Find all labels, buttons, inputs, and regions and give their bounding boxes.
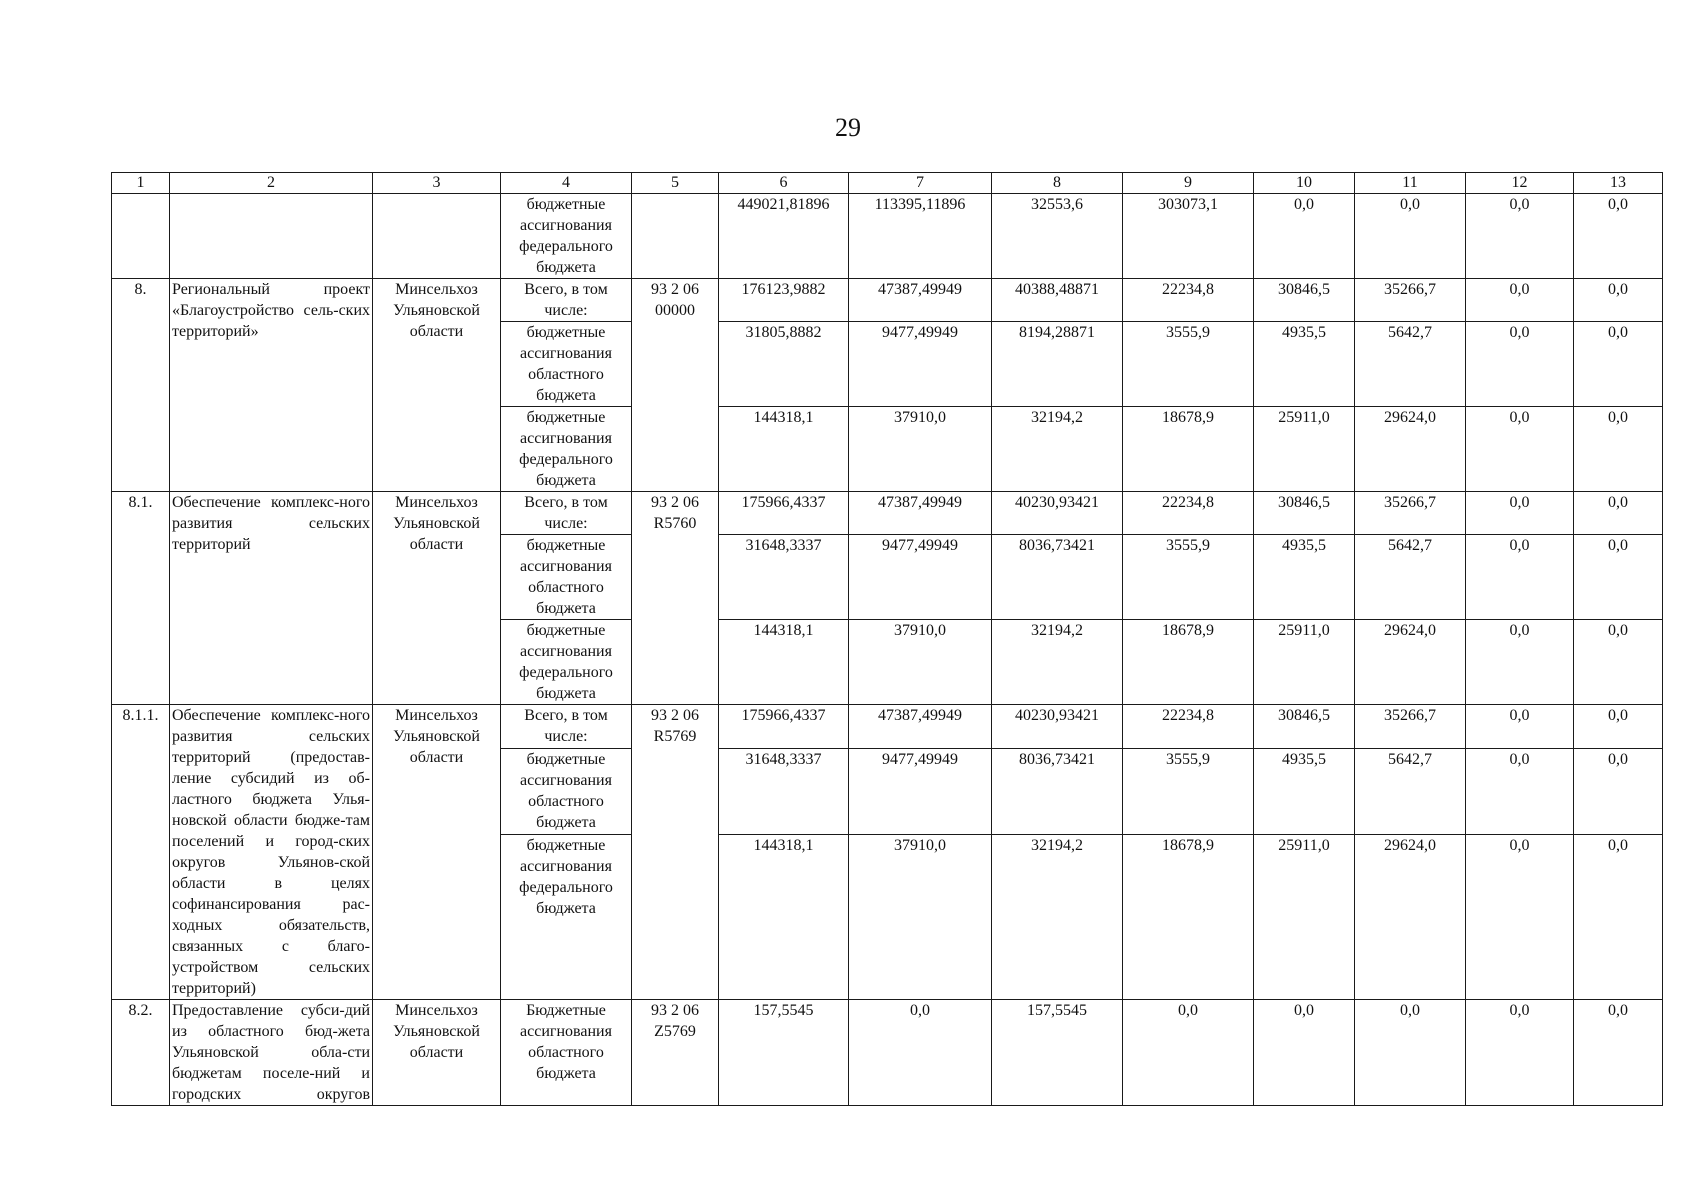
- amount-cell: 0,0: [1466, 705, 1574, 749]
- amount-cell: 0,0: [1574, 279, 1663, 322]
- amount-cell: 0,0: [1574, 705, 1663, 749]
- column-header: 7: [849, 173, 992, 194]
- amount-cell: 25911,0: [1254, 835, 1355, 1000]
- budget-code: 93 2 06 Z5769: [632, 1000, 719, 1106]
- amount-cell: 0,0: [1466, 835, 1574, 1000]
- amount-cell: 0,0: [1466, 492, 1574, 535]
- amount-cell: 22234,8: [1123, 705, 1254, 749]
- responsible-executor: Минсельхоз Ульяновской области: [373, 705, 501, 1000]
- budget-code: 93 2 06 R5769: [632, 705, 719, 1000]
- amount-cell: 0,0: [1466, 620, 1574, 705]
- amount-cell: 47387,49949: [849, 492, 992, 535]
- amount-cell: 0,0: [1574, 835, 1663, 1000]
- amount-cell: 47387,49949: [849, 279, 992, 322]
- amount-cell: 32194,2: [992, 835, 1123, 1000]
- row-number: [112, 194, 170, 279]
- funding-source: Всего, в том числе:: [501, 279, 632, 322]
- budget-table: [111, 172, 1663, 1106]
- amount-cell: 5642,7: [1355, 748, 1466, 834]
- amount-cell: 175966,4337: [719, 492, 849, 535]
- row-number: 8.1.: [112, 492, 170, 705]
- amount-cell: 0,0: [1466, 407, 1574, 492]
- amount-cell: 144318,1: [719, 620, 849, 705]
- budget-code: 93 2 06 00000: [632, 279, 719, 492]
- amount-cell: 5642,7: [1355, 322, 1466, 407]
- responsible-executor: [373, 194, 501, 279]
- row-number: 8.1.1.: [112, 705, 170, 1000]
- amount-cell: 0,0: [1466, 535, 1574, 620]
- amount-cell: 8036,73421: [992, 535, 1123, 620]
- amount-cell: 29624,0: [1355, 835, 1466, 1000]
- amount-cell: 113395,11896: [849, 194, 992, 279]
- amount-cell: 0,0: [1466, 748, 1574, 834]
- amount-cell: 40388,48871: [992, 279, 1123, 322]
- funding-source: Всего, в том числе:: [501, 705, 632, 749]
- responsible-executor: Минсельхоз Ульяновской области: [373, 1000, 501, 1106]
- amount-cell: 29624,0: [1355, 620, 1466, 705]
- amount-cell: 4935,5: [1254, 535, 1355, 620]
- table-row: [112, 705, 1663, 749]
- row-number: 8.: [112, 279, 170, 492]
- table-row: [112, 492, 1663, 535]
- amount-cell: 8194,28871: [992, 322, 1123, 407]
- amount-cell: 0,0: [1466, 279, 1574, 322]
- amount-cell: 0,0: [1254, 1000, 1355, 1106]
- amount-cell: 9477,49949: [849, 748, 992, 834]
- amount-cell: 31648,3337: [719, 748, 849, 834]
- amount-cell: 18678,9: [1123, 407, 1254, 492]
- amount-cell: 9477,49949: [849, 535, 992, 620]
- table-row: [112, 1000, 1663, 1106]
- column-header: 13: [1574, 173, 1663, 194]
- amount-cell: 29624,0: [1355, 407, 1466, 492]
- funding-source: бюджетные ассигнования областного бюджета: [501, 748, 632, 834]
- funding-source: Всего, в том числе:: [501, 492, 632, 535]
- amount-cell: 0,0: [1574, 620, 1663, 705]
- amount-cell: 176123,9882: [719, 279, 849, 322]
- amount-cell: 22234,8: [1123, 279, 1254, 322]
- amount-cell: 3555,9: [1123, 322, 1254, 407]
- column-header: 8: [992, 173, 1123, 194]
- amount-cell: 0,0: [1355, 194, 1466, 279]
- column-header: 3: [373, 173, 501, 194]
- amount-cell: 35266,7: [1355, 279, 1466, 322]
- table-row: [112, 279, 1663, 322]
- amount-cell: 0,0: [1355, 1000, 1466, 1106]
- amount-cell: 25911,0: [1254, 620, 1355, 705]
- amount-cell: 0,0: [1574, 535, 1663, 620]
- amount-cell: 25911,0: [1254, 407, 1355, 492]
- budget-code: [632, 194, 719, 279]
- column-header: 4: [501, 173, 632, 194]
- amount-cell: 40230,93421: [992, 492, 1123, 535]
- amount-cell: 0,0: [1254, 194, 1355, 279]
- amount-cell: 30846,5: [1254, 492, 1355, 535]
- column-header: 5: [632, 173, 719, 194]
- amount-cell: 5642,7: [1355, 535, 1466, 620]
- amount-cell: 47387,49949: [849, 705, 992, 749]
- column-header: 2: [170, 173, 373, 194]
- amount-cell: 157,5545: [719, 1000, 849, 1106]
- item-name: Обеспечение комплекс-ного развития сельских территорий: [170, 492, 373, 705]
- amount-cell: 157,5545: [992, 1000, 1123, 1106]
- item-name: [170, 194, 373, 279]
- amount-cell: 37910,0: [849, 407, 992, 492]
- amount-cell: 0,0: [1574, 194, 1663, 279]
- responsible-executor: Минсельхоз Ульяновской области: [373, 279, 501, 492]
- amount-cell: 0,0: [1466, 194, 1574, 279]
- funding-source: бюджетные ассигнования федерального бюджета: [501, 407, 632, 492]
- amount-cell: 449021,81896: [719, 194, 849, 279]
- column-header: 6: [719, 173, 849, 194]
- amount-cell: 0,0: [1574, 322, 1663, 407]
- responsible-executor: Минсельхоз Ульяновской области: [373, 492, 501, 705]
- amount-cell: 37910,0: [849, 835, 992, 1000]
- amount-cell: 40230,93421: [992, 705, 1123, 749]
- amount-cell: 175966,4337: [719, 705, 849, 749]
- amount-cell: 144318,1: [719, 407, 849, 492]
- amount-cell: 0,0: [1123, 1000, 1254, 1106]
- funding-source: бюджетные ассигнования федерального бюджета: [501, 835, 632, 1000]
- funding-source: бюджетные ассигнования областного бюджета: [501, 322, 632, 407]
- column-header: 11: [1355, 173, 1466, 194]
- page-number: 29: [835, 113, 861, 142]
- item-name: Обеспечение комплекс-ного развития сельских территорий (предостав-ление субсидий из об-ластного бюджета Улья-новской области бюдже-там поселений и город-ских округов Ульянов-ской области в целях софинансирования рас-ходных обязательств, связанных с благо-устройством сельских территорий): [170, 705, 373, 1000]
- amount-cell: 35266,7: [1355, 492, 1466, 535]
- budget-code: 93 2 06 R5760: [632, 492, 719, 705]
- funding-source: бюджетные ассигнования федерального бюджета: [501, 194, 632, 279]
- column-header: 10: [1254, 173, 1355, 194]
- amount-cell: 303073,1: [1123, 194, 1254, 279]
- table-row: [112, 194, 1663, 279]
- amount-cell: 30846,5: [1254, 279, 1355, 322]
- amount-cell: 32553,6: [992, 194, 1123, 279]
- amount-cell: 18678,9: [1123, 835, 1254, 1000]
- amount-cell: 30846,5: [1254, 705, 1355, 749]
- amount-cell: 4935,5: [1254, 322, 1355, 407]
- amount-cell: 0,0: [1574, 1000, 1663, 1106]
- column-header: 9: [1123, 173, 1254, 194]
- funding-source: бюджетные ассигнования областного бюджета: [501, 535, 632, 620]
- amount-cell: 0,0: [1574, 407, 1663, 492]
- item-name: Региональный проект «Благоустройство сель-ских территорий»: [170, 279, 373, 492]
- amount-cell: 0,0: [1466, 322, 1574, 407]
- amount-cell: 37910,0: [849, 620, 992, 705]
- amount-cell: 0,0: [1466, 1000, 1574, 1106]
- row-number: 8.2.: [112, 1000, 170, 1106]
- amount-cell: 9477,49949: [849, 322, 992, 407]
- column-number-row: [112, 173, 1663, 194]
- amount-cell: 22234,8: [1123, 492, 1254, 535]
- amount-cell: 3555,9: [1123, 748, 1254, 834]
- column-header: 1: [112, 173, 170, 194]
- funding-source: Бюджетные ассигнования областного бюджета: [501, 1000, 632, 1106]
- amount-cell: 8036,73421: [992, 748, 1123, 834]
- amount-cell: 4935,5: [1254, 748, 1355, 834]
- amount-cell: 32194,2: [992, 407, 1123, 492]
- amount-cell: 3555,9: [1123, 535, 1254, 620]
- amount-cell: 31648,3337: [719, 535, 849, 620]
- amount-cell: 0,0: [1574, 492, 1663, 535]
- amount-cell: 18678,9: [1123, 620, 1254, 705]
- amount-cell: 32194,2: [992, 620, 1123, 705]
- amount-cell: 144318,1: [719, 835, 849, 1000]
- column-header: 12: [1466, 173, 1574, 194]
- amount-cell: 0,0: [1574, 748, 1663, 834]
- amount-cell: 31805,8882: [719, 322, 849, 407]
- amount-cell: 0,0: [849, 1000, 992, 1106]
- item-name: Предоставление субси-дий из областного бюд-жета Ульяновской обла-сти бюджетам поселе-ний и городских округов: [170, 1000, 373, 1106]
- amount-cell: 35266,7: [1355, 705, 1466, 749]
- funding-source: бюджетные ассигнования федерального бюджета: [501, 620, 632, 705]
